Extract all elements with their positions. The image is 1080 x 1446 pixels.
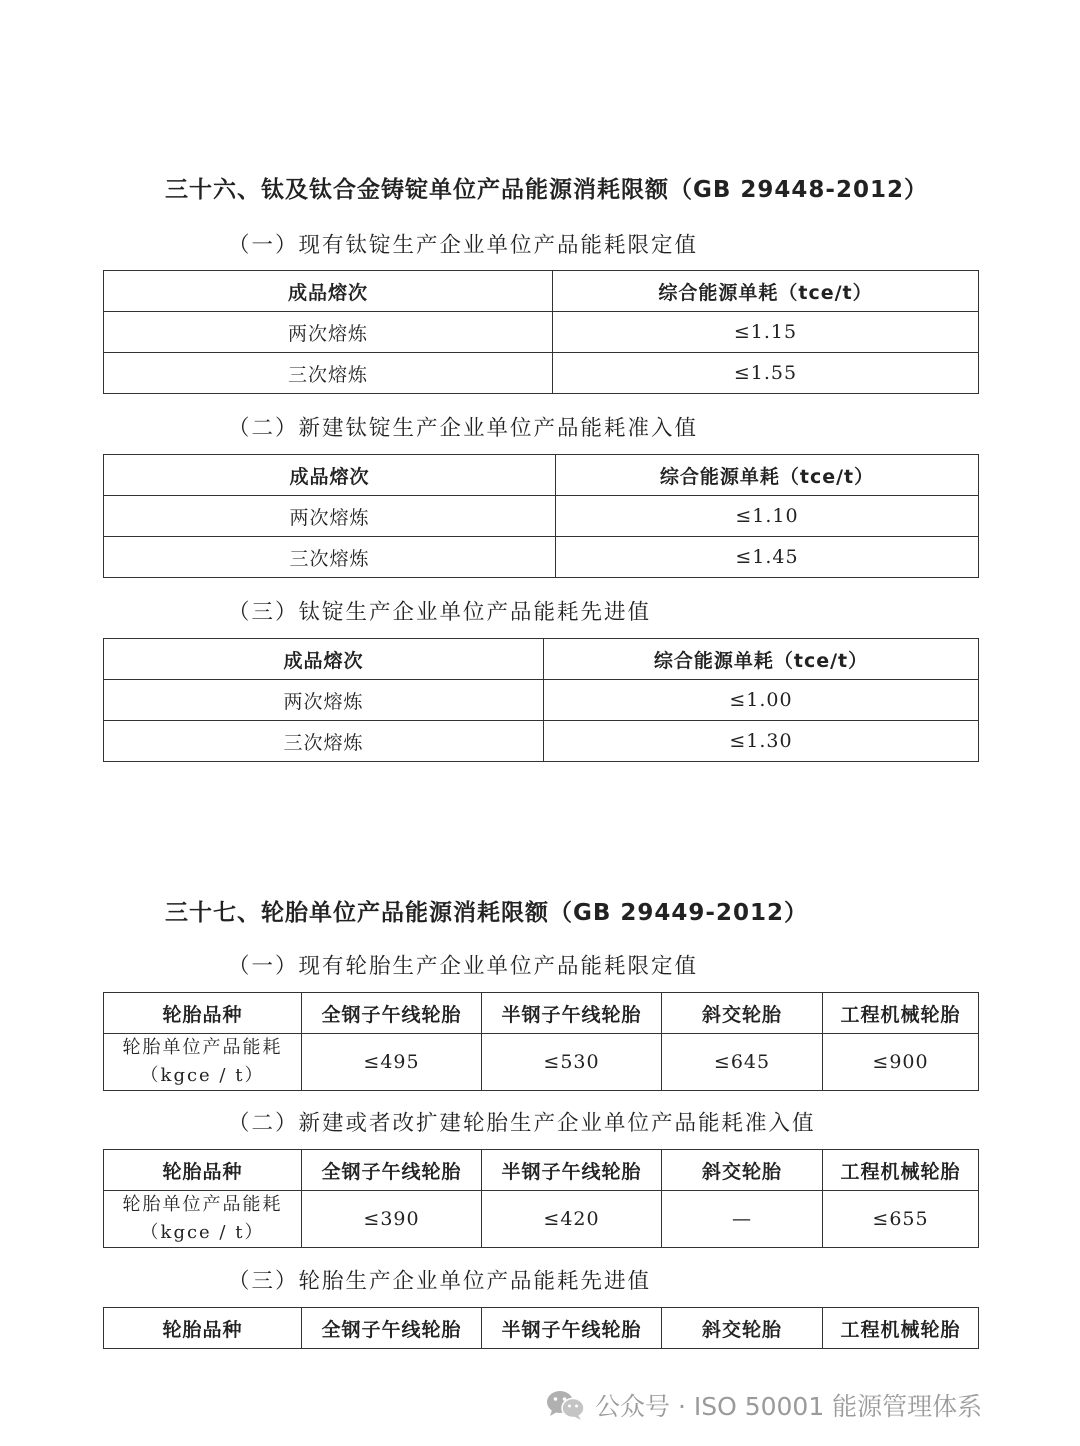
header-cell: 斜交轮胎	[662, 993, 823, 1034]
table-header-row	[104, 1150, 979, 1191]
table-cell: ≤530	[482, 1034, 662, 1091]
header-cell: 全钢子午线轮胎	[302, 1308, 482, 1349]
table-row	[104, 1034, 979, 1091]
table-cell: 三次熔炼	[104, 721, 544, 762]
row-label-line: 轮胎单位产品能耗	[122, 1037, 283, 1058]
header-cell: 斜交轮胎	[662, 1150, 823, 1191]
header-cell: 综合能源单耗（tce/t）	[553, 271, 979, 312]
table-header-row	[104, 1308, 979, 1349]
row-label-line: 轮胎单位产品能耗	[122, 1194, 283, 1215]
header-cell: 成品熔次	[104, 455, 556, 496]
table-row	[104, 312, 979, 353]
wechat-icon	[545, 1388, 587, 1422]
table-cell: 两次熔炼	[104, 312, 553, 353]
table-cell: ≤420	[482, 1191, 662, 1248]
header-cell: 工程机械轮胎	[823, 1308, 979, 1349]
wechat-watermark	[545, 1387, 982, 1423]
table-row	[104, 496, 979, 537]
table-header-row	[104, 993, 979, 1034]
table-cell: 三次熔炼	[104, 537, 556, 578]
header-cell: 全钢子午线轮胎	[302, 1150, 482, 1191]
table-row	[104, 537, 979, 578]
table-cell: ≤495	[302, 1034, 482, 1091]
header-cell: 成品熔次	[104, 639, 544, 680]
table-header-row	[104, 639, 979, 680]
header-cell: 斜交轮胎	[662, 1308, 823, 1349]
section-37-table-2	[103, 1149, 979, 1248]
table-cell: ≤1.15	[553, 312, 979, 353]
table-row	[104, 353, 979, 394]
header-cell: 全钢子午线轮胎	[302, 993, 482, 1034]
section-37-table-1	[103, 992, 979, 1091]
header-cell: 半钢子午线轮胎	[482, 1150, 662, 1191]
table-cell: ≤1.30	[544, 721, 979, 762]
row-label-unit: （kgce / t）	[140, 1065, 265, 1086]
section-37-sub2-title: （二）新建或者改扩建轮胎生产企业单位产品能耗准入值	[228, 1111, 816, 1136]
table-cell: ≤390	[302, 1191, 482, 1248]
row-label-cell	[104, 1191, 302, 1248]
section-37-sub1-title: （一）现有轮胎生产企业单位产品能耗限定值	[228, 954, 699, 979]
row-label-cell	[104, 1034, 302, 1091]
section-36-sub3-title: （三）钛锭生产企业单位产品能耗先进值	[228, 600, 652, 625]
table-cell: 两次熔炼	[104, 496, 556, 537]
row-label-unit: （kgce / t）	[140, 1222, 265, 1243]
section-36-sub2-title: （二）新建钛锭生产企业单位产品能耗准入值	[228, 416, 699, 441]
header-cell: 工程机械轮胎	[823, 1150, 979, 1191]
table-cell: ≤655	[823, 1191, 979, 1248]
header-cell: 半钢子午线轮胎	[482, 993, 662, 1034]
table-cell: ≤1.45	[556, 537, 979, 578]
table-cell: ≤1.10	[556, 496, 979, 537]
table-header-row	[104, 271, 979, 312]
header-cell: 综合能源单耗（tce/t）	[556, 455, 979, 496]
table-cell: ≤900	[823, 1034, 979, 1091]
header-cell: 半钢子午线轮胎	[482, 1308, 662, 1349]
header-cell: 工程机械轮胎	[823, 993, 979, 1034]
table-row	[104, 680, 979, 721]
section-37-title: 三十七、轮胎单位产品能源消耗限额（GB 29449-2012）	[165, 900, 808, 926]
table-cell: ≤1.00	[544, 680, 979, 721]
section-37-sub3-title: （三）轮胎生产企业单位产品能耗先进值	[228, 1269, 652, 1294]
header-cell: 轮胎品种	[104, 1308, 302, 1349]
table-cell: —	[662, 1191, 823, 1248]
table-cell: 三次熔炼	[104, 353, 553, 394]
section-36-table-2	[103, 454, 979, 578]
table-cell: ≤645	[662, 1034, 823, 1091]
header-cell: 成品熔次	[104, 271, 553, 312]
table-row	[104, 721, 979, 762]
table-header-row	[104, 455, 979, 496]
header-cell: 轮胎品种	[104, 993, 302, 1034]
section-36-title: 三十六、钛及钛合金铸锭单位产品能源消耗限额（GB 29448-2012）	[165, 177, 928, 203]
table-row	[104, 1191, 979, 1248]
header-cell: 综合能源单耗（tce/t）	[544, 639, 979, 680]
header-cell: 轮胎品种	[104, 1150, 302, 1191]
table-cell: 两次熔炼	[104, 680, 544, 721]
section-36-table-3	[103, 638, 979, 762]
section-36-sub1-title: （一）现有钛锭生产企业单位产品能耗限定值	[228, 233, 699, 258]
section-36-table-1	[103, 270, 979, 394]
footer-text: 公众号 · ISO 50001 能源管理体系	[595, 1392, 983, 1421]
section-37-table-3	[103, 1307, 979, 1349]
table-cell: ≤1.55	[553, 353, 979, 394]
